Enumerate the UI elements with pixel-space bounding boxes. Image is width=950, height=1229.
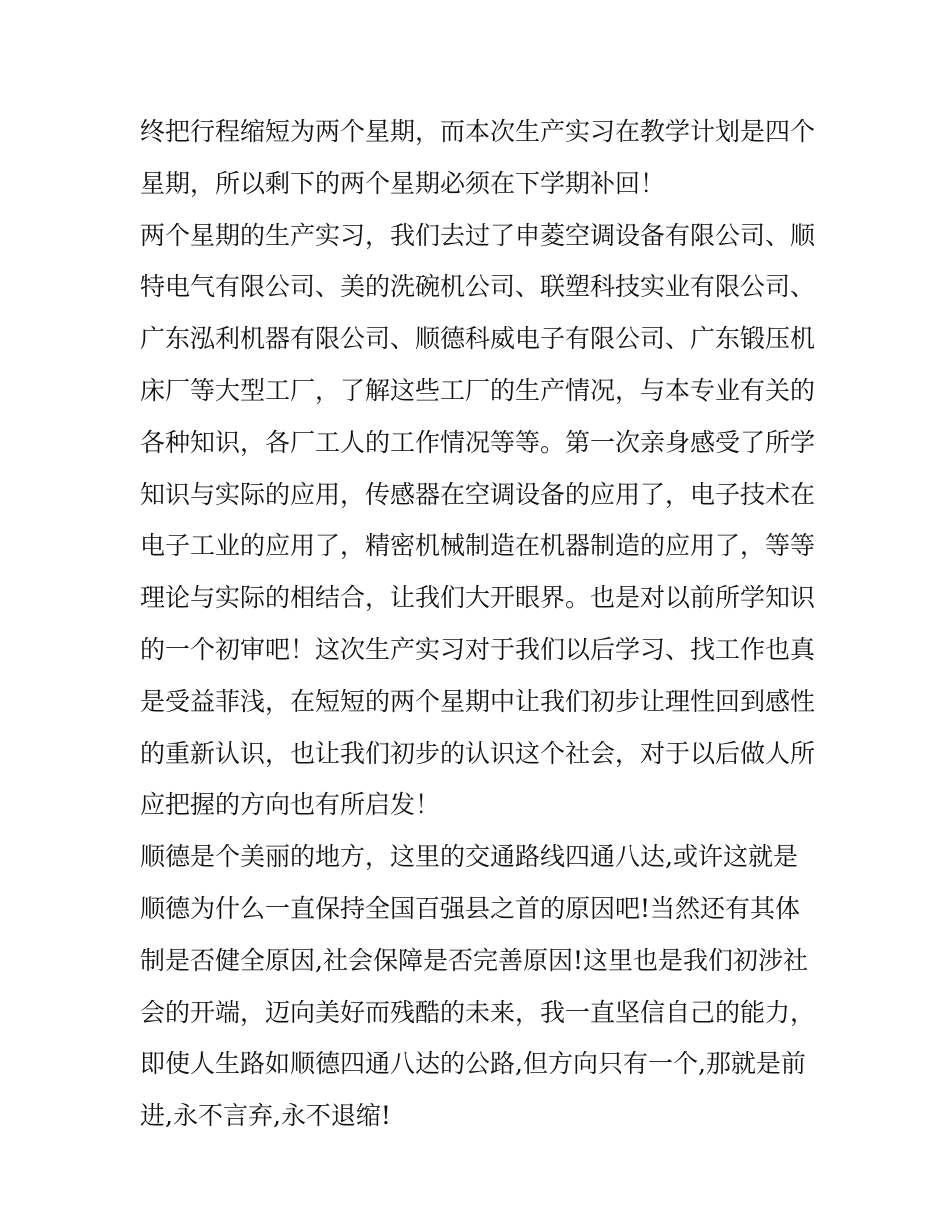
text-line: 会的开端，迈向美好而残酷的未来，我一直坚信自己的能力， bbox=[140, 997, 816, 1027]
text-line: 是受益菲浅，在短短的两个星期中让我们初步让理性回到感性 bbox=[140, 686, 816, 716]
text-line: 顺德是个美丽的地方，这里的交通路线四通八达,或许这就是 bbox=[140, 842, 798, 872]
text-line: 的重新认识，也让我们初步的认识这个社会，对于以后做人所 bbox=[140, 738, 816, 768]
text-line: 广东泓利机器有限公司、顺德科威电子有限公司、广东锻压机 bbox=[140, 324, 816, 354]
text-line: 的一个初审吧！这次生产实习对于我们以后学习、找工作也真 bbox=[140, 634, 816, 664]
text-line: 理论与实际的相结合，让我们大开眼界。也是对以前所学知识 bbox=[140, 583, 816, 613]
text-line: 电子工业的应用了，精密机械制造在机器制造的应用了，等等 bbox=[140, 531, 816, 561]
text-line: 顺德为什么一直保持全国百强县之首的原因吧!当然还有其体 bbox=[140, 893, 801, 923]
text-line: 特电气有限公司、美的洗碗机公司、联塑科技实业有限公司、 bbox=[140, 272, 816, 302]
text-line: 星期，所以剩下的两个星期必须在下学期补回！ bbox=[140, 168, 666, 198]
text-line: 即使人生路如顺德四通八达的公路,但方向只有一个,那就是前 bbox=[140, 1049, 806, 1079]
text-line: 两个星期的生产实习，我们去过了申菱空调设备有限公司、顺 bbox=[140, 220, 816, 250]
text-line: 床厂等大型工厂，了解这些工厂的生产情况，与本专业有关的 bbox=[140, 375, 816, 405]
text-line: 制是否健全原因,社会保障是否完善原因!这里也是我们初涉社 bbox=[140, 945, 808, 975]
text-line: 进,永不言弃,永不退缩! bbox=[140, 1101, 391, 1131]
text-line: 终把行程缩短为两个星期，而本次生产实习在教学计划是四个 bbox=[140, 117, 816, 146]
text-line: 知识与实际的应用，传感器在空调设备的应用了，电子技术在 bbox=[140, 479, 816, 509]
text-line: 应把握的方向也有所启发！ bbox=[140, 790, 441, 820]
body-text bbox=[140, 106, 830, 1142]
text-line: 各种知识，各厂工人的工作情况等等。第一次亲身感受了所学 bbox=[140, 427, 816, 457]
